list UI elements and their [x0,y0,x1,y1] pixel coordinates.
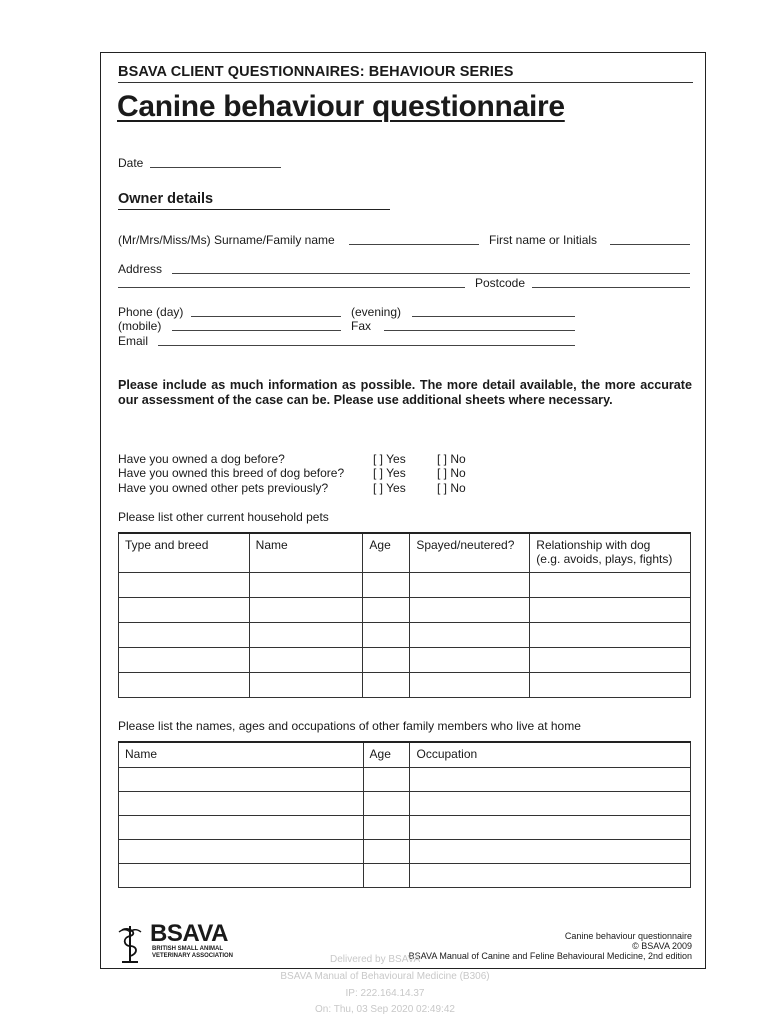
mobile-label: (mobile) [118,319,162,333]
fax-label: Fax [351,319,372,333]
input-cell[interactable] [119,767,364,791]
table-row [119,572,691,597]
footer-source: BSAVA Manual of Canine and Feline Behavioural Medicine, 2nd edition [408,951,692,961]
input-cell[interactable] [119,863,364,887]
firstname-label: First name or Initials [489,233,598,247]
surname-field[interactable] [349,244,479,245]
watermark-line: On: Thu, 03 Sep 2020 02:49:42 [315,1004,455,1015]
input-cell[interactable] [410,647,530,672]
family-caption: Please list the names, ages and occupations of other family members who live at home [118,719,581,733]
input-cell[interactable] [363,815,410,839]
series-rule [118,82,693,83]
input-cell[interactable] [410,572,530,597]
owner-section-title: Owner details [118,191,214,207]
input-cell[interactable] [119,647,250,672]
table-row [119,767,691,791]
table-header-row [119,742,691,767]
no-checkbox[interactable]: [ ] No [437,452,466,466]
page-title: Canine behaviour questionnaire [117,90,565,123]
postcode-label: Postcode [475,276,526,290]
fax-field[interactable] [384,330,575,331]
series-heading: BSAVA CLIENT QUESTIONNAIRES: BEHAVIOUR SERIES [118,64,514,80]
table-row [119,791,691,815]
header-line: (e.g. avoids, plays, fights) [536,552,673,566]
surname-label: (Mr/Mrs/Miss/Ms) Surname/Family name [118,233,335,247]
input-cell[interactable] [119,622,250,647]
table-row [119,839,691,863]
header-cell: Occupation [410,742,691,767]
watermark-line: Delivered by BSAVA [330,954,421,965]
input-cell[interactable] [119,572,250,597]
input-cell[interactable] [530,622,691,647]
header-cell: Name [249,533,363,572]
email-label: Email [118,334,149,348]
footer-copyright: © BSAVA 2009 [632,941,692,951]
table-header-row [119,533,691,572]
input-cell[interactable] [530,672,691,697]
input-cell[interactable] [410,791,691,815]
input-cell[interactable] [363,672,410,697]
input-cell[interactable] [249,597,363,622]
firstname-field[interactable] [610,244,690,245]
input-cell[interactable] [363,791,410,815]
no-checkbox[interactable]: [ ] No [437,466,466,480]
input-cell[interactable] [410,815,691,839]
input-cell[interactable] [119,672,250,697]
watermark-line: BSAVA Manual of Behavioural Medicine (B306) [280,971,490,982]
yes-checkbox[interactable]: [ ] Yes [373,466,406,480]
yes-checkbox[interactable]: [ ] Yes [373,452,406,466]
header-cell: Spayed/neutered? [410,533,530,572]
input-cell[interactable] [530,572,691,597]
phone-evening-label: (evening) [351,305,402,319]
address-field-line2[interactable] [118,287,465,288]
input-cell[interactable] [410,839,691,863]
input-cell[interactable] [363,863,410,887]
input-cell[interactable] [249,672,363,697]
input-cell[interactable] [410,863,691,887]
owner-section-rule [118,209,390,210]
no-checkbox[interactable]: [ ] No [437,481,466,495]
input-cell[interactable] [363,622,410,647]
footer-doc-title: Canine behaviour questionnaire [564,931,692,941]
table-row [119,622,691,647]
instructions-notice: Please include as much information as possible. The more detail available, the more accurate our assessment of the case can be. Please use additional sheets where necessary. [118,378,692,407]
postcode-field[interactable] [532,287,690,288]
phone-evening-field[interactable] [412,316,575,317]
header-cell: Name [119,742,364,767]
family-table [118,741,691,888]
pets-table [118,532,691,698]
email-field[interactable] [158,345,575,346]
input-cell[interactable] [410,622,530,647]
table-row [119,647,691,672]
pets-caption: Please list other current household pets [118,510,329,524]
input-cell[interactable] [530,597,691,622]
yes-checkbox[interactable]: [ ] Yes [373,481,406,495]
input-cell[interactable] [410,672,530,697]
date-field[interactable] [150,167,281,168]
table-row [119,815,691,839]
phone-day-label: Phone (day) [118,305,184,319]
input-cell[interactable] [249,622,363,647]
question-text: Have you owned this breed of dog before? [118,466,345,480]
address-label: Address [118,262,163,276]
header-cell: Age [363,533,410,572]
input-cell[interactable] [363,767,410,791]
logo-sub-line: BRITISH SMALL ANIMAL [152,946,223,952]
input-cell[interactable] [363,572,410,597]
input-cell[interactable] [363,839,410,863]
phone-day-field[interactable] [191,316,341,317]
input-cell[interactable] [249,572,363,597]
logo-sub-line: VETERINARY ASSOCIATION [152,953,234,959]
question-text: Have you owned a dog before? [118,452,285,466]
watermark-line: IP: 222.164.14.37 [345,988,425,999]
header-cell: Age [363,742,410,767]
question-text: Have you owned other pets previously? [118,481,329,495]
input-cell[interactable] [249,647,363,672]
logo-text: BSAVA [150,920,228,947]
input-cell[interactable] [119,815,364,839]
input-cell[interactable] [410,597,530,622]
address-field-line1[interactable] [172,273,690,274]
table-row [119,863,691,887]
input-cell[interactable] [119,839,364,863]
input-cell[interactable] [119,597,250,622]
input-cell[interactable] [119,791,364,815]
input-cell[interactable] [410,767,691,791]
header-cell-relationship [530,533,691,572]
date-label: Date [118,156,144,170]
input-cell[interactable] [530,647,691,672]
input-cell[interactable] [363,647,410,672]
header-cell: Type and breed [119,533,250,572]
table-row [119,672,691,697]
mobile-field[interactable] [172,330,341,331]
header-line: Relationship with dog [536,538,651,552]
table-row [119,597,691,622]
input-cell[interactable] [363,597,410,622]
